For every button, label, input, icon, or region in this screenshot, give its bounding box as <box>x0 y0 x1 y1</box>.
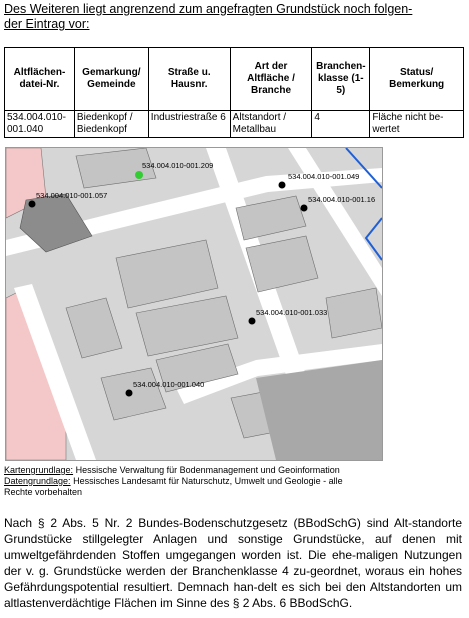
cell-altflaechendatei: 534.004.010-001.040 <box>5 111 75 138</box>
map-label: 534.004.010-001.209 <box>142 161 214 170</box>
table-header-row <box>5 48 464 111</box>
site-map-canvas <box>6 148 382 460</box>
intro-line-1: Des Weiteren liegt angrenzend zum angefragten Grundstück noch folgen- <box>4 2 413 16</box>
credit-label-karte: Kartengrundlage: <box>4 465 74 475</box>
site-map <box>5 147 383 461</box>
site-point <box>126 390 133 397</box>
header-strasse: Straße u. Hausnr. <box>148 48 230 111</box>
map-credits <box>4 465 444 498</box>
header-branchenklasse: Branchen-klasse (1-5) <box>312 48 370 111</box>
header-art-der-altflaeche: Art der Altfläche / Branche <box>230 48 312 111</box>
credit-text-daten: Hessisches Landesamt für Naturschutz, Umwelt und Geologie - alle <box>70 476 343 486</box>
header-status: Status/ Bemerkung <box>370 48 464 111</box>
credit-label-daten: Datengrundlage: <box>4 476 71 486</box>
intro-text <box>4 2 464 32</box>
legal-paragraph: Nach § 2 Abs. 5 Nr. 2 Bundes-Bodenschutzgesetz (BBodSchG) sind Alt-standorte Grundstücke stillgelegter Anlagen und sonstige Grundstücke, auf denen mit umweltgefährdenden Stoffen umgegangen worden ist. Die ehe-maligen Nutzungen der v. g. Grundstücke werden der Branchenklasse 4 zu-geordnet, woraus ein hohes Gefährdungspotential resultiert. Demnach han-delt es sich bei den Altstandorten um altlastenverdächtige Flächen im Sinne des § 2 Abs. 6 BBodSchG. <box>4 516 462 610</box>
site-point <box>249 318 256 325</box>
altflaechen-table <box>4 47 464 138</box>
site-point <box>29 201 36 208</box>
credit-line-3: Rechte vorbehalten <box>4 487 83 497</box>
map-label: 534.004.010-001.049 <box>288 172 360 181</box>
credit-text-karte: Hessische Verwaltung für Bodenmanagement und Geoinformation <box>73 465 340 475</box>
cell-art: Altstandort / Metallbau <box>230 111 312 138</box>
cell-status: Fläche nicht be-wertet <box>370 111 464 138</box>
cell-strasse: Industriestraße 6 <box>148 111 230 138</box>
map-label: 534.004.010-001.040 <box>133 380 205 389</box>
header-altflaechendatei: Altflächen-datei-Nr. <box>5 48 75 111</box>
credit-line-2 <box>4 476 444 487</box>
site-point <box>279 182 286 189</box>
credit-line-1 <box>4 465 444 476</box>
map-label: 534.004.010-001.16 <box>308 195 376 204</box>
site-point <box>301 205 308 212</box>
site-point-highlight <box>135 171 143 179</box>
header-gemarkung: Gemarkung/ Gemeinde <box>74 48 148 111</box>
map-label: 534.004.010-001.057 <box>36 191 108 200</box>
map-label: 534.004.010-001.033 <box>256 308 328 317</box>
table-row <box>5 111 464 138</box>
intro-line-2: der Eintrag vor: <box>4 17 90 31</box>
cell-branchenklasse: 4 <box>312 111 370 138</box>
cell-gemarkung: Biedenkopf / Biedenkopf <box>74 111 148 138</box>
